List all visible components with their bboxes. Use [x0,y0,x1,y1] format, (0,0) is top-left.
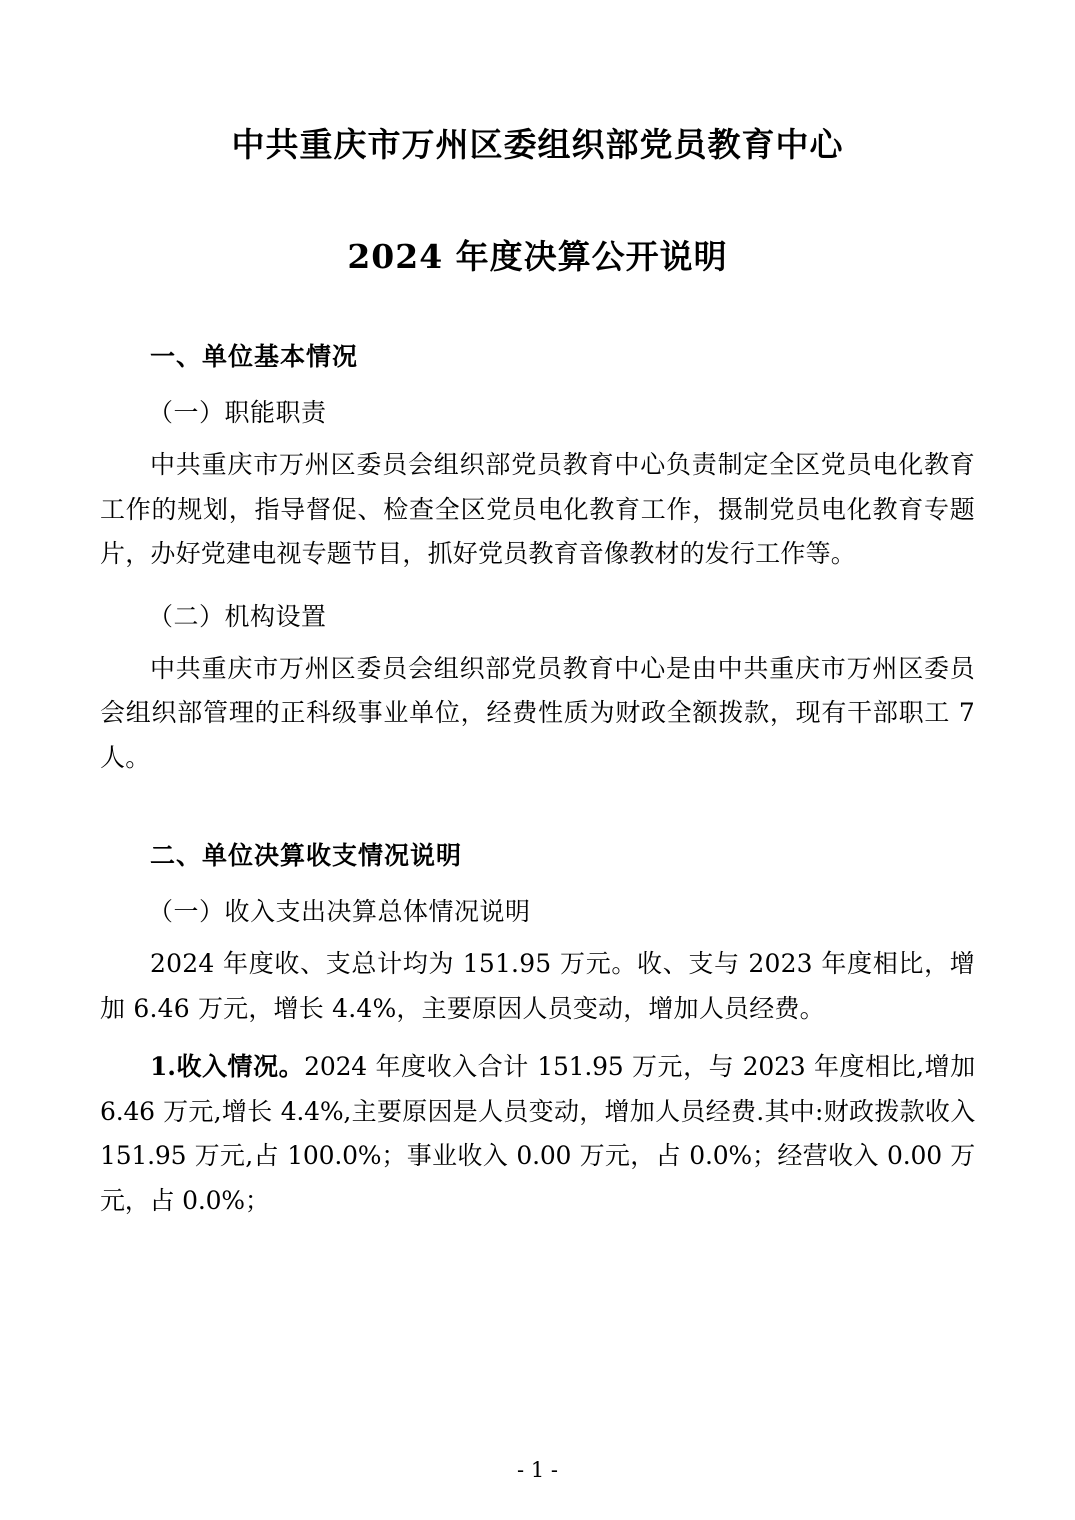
paragraph-2-2-body: 2024 年度收入合计 151.95 万元，与 2023 年度相比,增加 6.46 万元,增长 4.4%,主要原因是人员变动，增加人员经费.其中:财政拨款收入 151.95 万元,占 100.0%；事业收入 0.00 万元，占 0.0%；经营收入 0.00 万元，占 0.0%； [100,1052,975,1215]
page-number: - 1 - [517,1458,558,1482]
paragraph-1-2: 中共重庆市万州区委员会组织部党员教育中心是由中共重庆市万州区委员会组织部管理的正科级事业单位，经费性质为财政全额拨款，现有干部职工 7 人。 [100,653,975,772]
page-title-line2: 2024 年度决算公开说明 [347,236,728,276]
subsection-heading-2-1: （一）收入支出决算总体情况说明 [148,897,531,926]
section-heading-2: 二、单位决算收支情况说明 [150,841,463,870]
section-heading-1: 一、单位基本情况 [150,342,359,371]
subsection-heading-1-1: （一）职能职责 [148,398,327,427]
paragraph-2-2 [100,1045,975,1223]
paragraph-1-1: 中共重庆市万州区委员会组织部党员教育中心负责制定全区党员电化教育工作的规划，指导督促、检查全区党员电化教育工作，摄制党员电化教育专题片，办好党建电视专题节目，抓好党员教育音像教材的发行工作等。 [100,450,975,568]
paragraph-2-2-lead: 1.收入情况。 [150,1052,305,1081]
subsection-heading-1-2: （二）机构设置 [148,601,327,631]
paragraph-2-1: 2024 年度收、支总计均为 151.95 万元。收、支与 2023 年度相比，增加 6.46 万元，增长 4.4%，主要原因人员变动，增加人员经费。 [100,949,975,1023]
page-title-line1: 中共重庆市万州区委组织部党员教育中心 [231,125,844,164]
